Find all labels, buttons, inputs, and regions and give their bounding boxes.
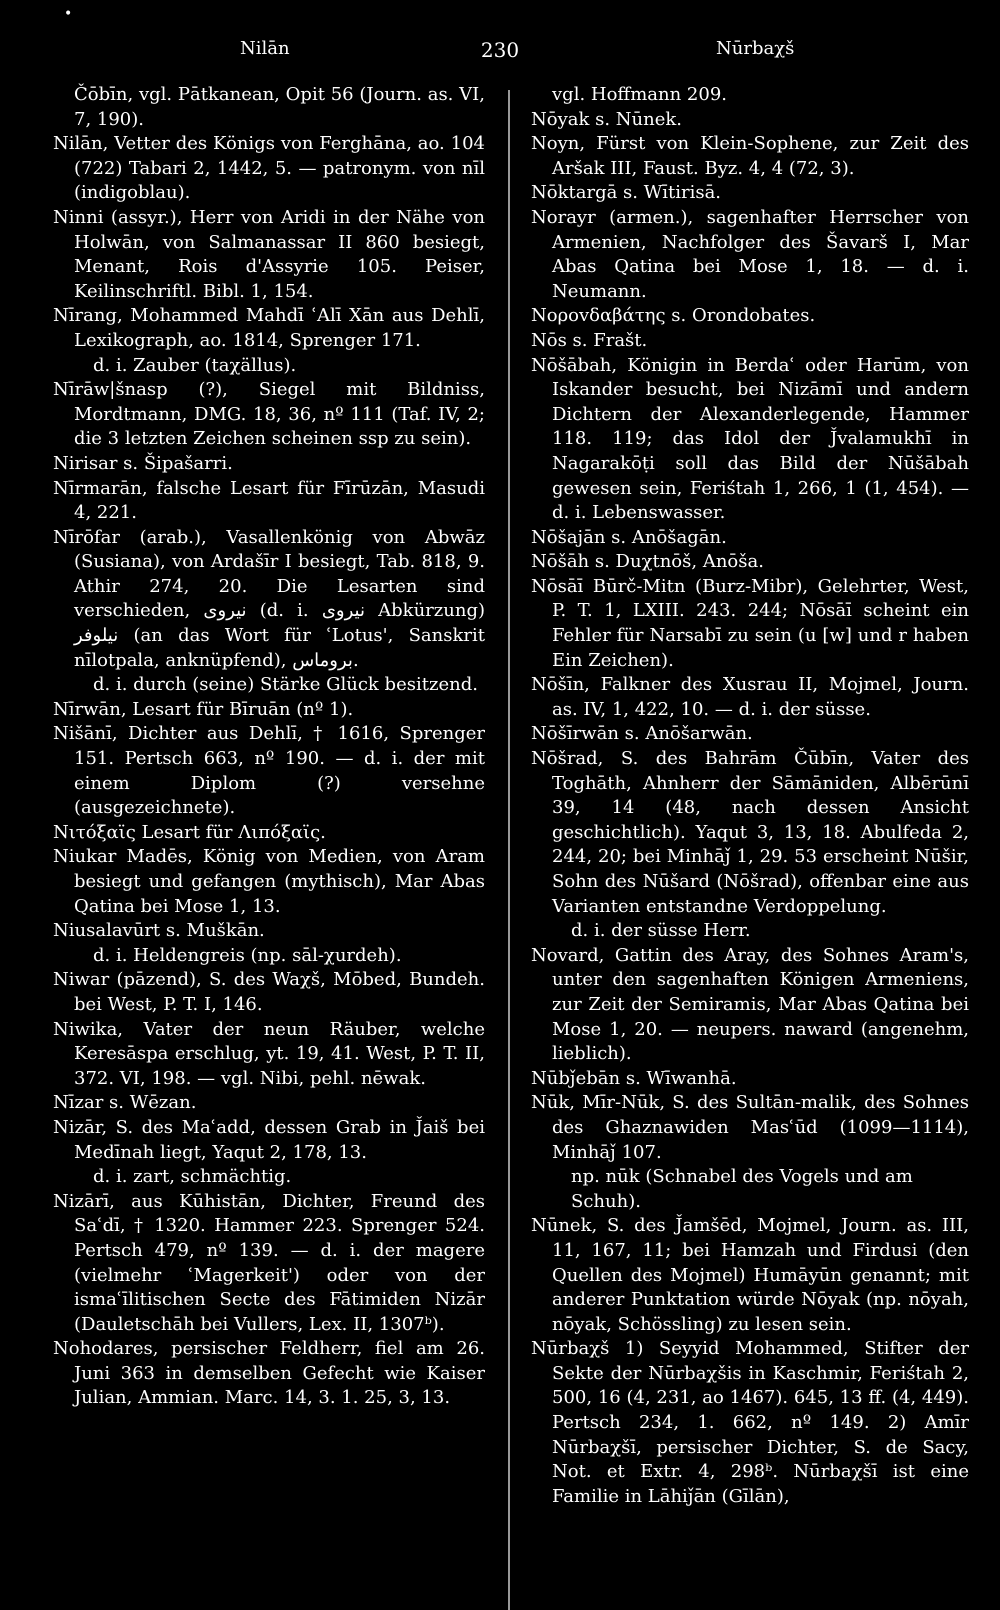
column-divider [508, 90, 510, 1610]
entry-continuation: vgl. Hoffmann 209. [552, 84, 727, 105]
dictionary-entry: Nōšrad, S. des Bahrām Čūbīn, Vater des Toghāth, Ahnherr der Sāmāniden, Albērūnī 39, 14 (48, nach dessen Ansicht geschichtlich). Yaqut 3, 13, 18. Abulfeda 2, 244, 20; bei Minhāǰ 1, 29. 53 erscheint Nūšir, Sohn des Nūšard (Nōšrad), offenbar eine aus Varianten entstandne Verdoppelung. [531, 748, 969, 917]
entry-gloss: np. nūk (Schnabel des Vogels und am Schuh). [571, 1166, 913, 1212]
entry-gloss: d. i. Zauber (taχällus). [93, 354, 297, 376]
dictionary-entry: Niwar (pāzend), S. des Waχš, Mōbed, Bundeh. bei West, P. T. I, 146. [53, 969, 485, 1015]
running-header [0, 38, 1000, 64]
dictionary-entry: Nōs s. Frašt. [531, 329, 648, 351]
dictionary-entry: Nōšāh s. Duχtnōš, Anōša. [531, 551, 764, 573]
dictionary-entry: Nohodares, persischer Feldherr, fiel am 26. Juni 363 in demselben Gefecht wie Kaiser Julian, Ammian. Marc. 14, 3. 1. 25, 3, 13. [53, 1338, 485, 1409]
dictionary-entry: Noyn, Fürst von Klein-Sophene, zur Zeit des Aršak III, Faust. Byz. 4, 4 (72, 3). [531, 133, 969, 179]
header-left-keyword: Nilān [240, 38, 290, 59]
dictionary-entry: Nīrōfar (arab.), Vasallenkönig von Abwāz (Susiana), von Ardašīr I besiegt, Tab. 818, 9. Athir 274, 20. Die Lesarten sind verschieden, نیروی (d. i. نیروی Abkürzung) نیلوفر (an das Wort für ʿLotus', Sanskrit nīlotpala, anknüpfend), بروماس. [53, 526, 485, 671]
dictionary-entry: Nūrbaχš 1) Seyyid Mohammed, Stifter der Sekte der Nūrbaχšis in Kaschmir, Feriśtah 2, 500, 16 (4, 231, ao 1467). 645, 13 ff. (4, 449). Pertsch 234, 1. 662, nº 149. 2) Amīr Nūrbaχšī, persischer Dichter, S. de Sacy, Not. et Extr. 4, 298ᵇ. Nūrbaχšī ist eine Familie in Lāhiǰān (Gīlān), [531, 1338, 969, 1507]
dictionary-entry: Nōsāī Būrč-Mitn (Burz-Mibr), Gelehrter, West, P. T. 1, LXIII. 243. 244; Nōsāī scheint ein Fehler für Narsabī zu sein (u [w] und r haben Ein Zeichen). [531, 575, 969, 671]
dictionary-entry: Nilān, Vetter des Königs von Ferghāna, ao. 104 (722) Tabari 2, 1442, 5. — patronym. von nīl (indigoblau). [53, 133, 485, 204]
dictionary-entry: Νιτόξαϊς Lesart für Λιπόξαϊς. [53, 821, 326, 843]
dictionary-entry: Nōyak s. Nūnek. [531, 108, 683, 130]
dictionary-entry: Nīrmarān, falsche Lesart für Fīrūzān, Masudi 4, 221. [53, 477, 485, 524]
left-column [53, 83, 485, 1411]
dictionary-entry: Niwika, Vater der neun Räuber, welche Keresāspa erschlug, yt. 19, 41. West, P. T. II, 372. VI, 198. — vgl. Nibi, pehl. nēwak. [53, 1018, 485, 1089]
dictionary-entry: Nizār, S. des Maʿadd, dessen Grab in J̌aiš bei Medīnah liegt, Yaqut 2, 178, 13. [53, 1116, 485, 1163]
dictionary-entry: Nišānī, Dichter aus Dehlī, † 1616, Sprenger 151. Pertsch 663, nº 190. — d. i. der mit einem Diplom (?) versehne (ausgezeichnete). [53, 723, 485, 819]
dictionary-entry: Nūnek, S. des J̌amšēd, Mojmel, Journ. as. III, 11, 167, 11; bei Hamzah und Firdusi (den Quellen des Mojmel) Humāyūn genannt; mit anderer Punktation würde Nōyak (np. nōyah, nōyak, Schössling) zu lesen sein. [531, 1215, 969, 1335]
dictionary-entry: Nīrang, Mohammed Mahdī ʿAlī Xān aus Dehlī, Lexikograph, ao. 1814, Sprenger 171. [53, 305, 485, 351]
dictionary-entry: Nūbǰebān s. Wīwanhā. [531, 1067, 737, 1089]
right-column [531, 83, 969, 1509]
dictionary-entry: Norayr (armen.), sagenhafter Herrscher von Armenien, Nachfolger des Šavarš I, Mar Abas Qatina bei Mose 1, 18. — d. i. Neumann. [531, 206, 969, 302]
dictionary-entry: Nīzar s. Wēzan. [53, 1092, 197, 1114]
header-right-keyword: Nūrbaχš [716, 38, 795, 59]
dictionary-entry: Νοροvδαβάτης s. Orondobates. [531, 305, 816, 327]
dictionary-entry: Nirisar s. Šipašarri. [53, 452, 233, 474]
dictionary-entry: Nūk, Mīr-Nūk, S. des Sultān-malik, des Sohnes des Ghaznawiden Masʿūd (1099—1114), Minhāǰ 107. [531, 1092, 969, 1163]
dictionary-entry: Nōšābah, Königin in Berdaʿ oder Harūm, von Iskander besucht, bei Nizāmī und andern Dichtern der Alexanderlegende, Hammer 118. 119; das Idol der J̌valamukhī in Nagarakōṭi soll das Bild der Nūšābah gewesen sein, Feriśtah 1, 266, 1 (1, 454). — d. i. Lebenswasser. [531, 354, 969, 524]
dictionary-entry: Nīrwān, Lesart für Bīruān (nº 1). [53, 698, 354, 720]
dictionary-entry: Niusalavūrt s. Muškān. [53, 920, 265, 942]
entry-gloss: d. i. der süsse Herr. [571, 920, 751, 942]
dictionary-entry: Nōktargā s. Wītirisā. [531, 182, 722, 204]
entry-continuation: Čōbīn, vgl. Pātkanean, Opit 56 (Journ. as. VI, 7, 190). [74, 84, 485, 130]
print-speck: • [64, 6, 73, 22]
entry-gloss: d. i. durch (seine) Stärke Glück besitzend. [93, 674, 478, 696]
dictionary-entry: Nōšīn, Falkner des Xusrau II, Mojmel, Journ. as. IV, 1, 422, 10. — d. i. der süsse. [531, 674, 969, 720]
entry-gloss: d. i. Heldengreis (np. sāl-χurdeh). [93, 944, 402, 966]
dictionary-entry: Nīrāw|šnasp (?), Siegel mit Bildniss, Mordtmann, DMG. 18, 36, nº 111 (Taf. IV, 2; die 3 letzten Zeichen scheinen ssp zu sein). [53, 379, 485, 450]
dictionary-entry: Ninni (assyr.), Herr von Aridi in der Nähe von Holwān, von Salmanassar II 860 besiegt, Menant, Rois d'Assyrie 105. Peiser, Keilinschriftl. Bibl. 1, 154. [53, 206, 485, 302]
dictionary-entry: Novard, Gattin des Aray, des Sohnes Aram's, unter den sagenhaften Königen Armeniens, zur Zeit der Semiramis, Mar Abas Qatina bei Mose 1, 20. — neupers. naward (angenehm, lieblich). [531, 944, 969, 1065]
dictionary-entry: Nōšajān s. Anōšagān. [531, 526, 727, 548]
dictionary-entry: Niukar Madēs, König von Medien, von Aram besiegt und gefangen (mythisch), Mar Abas Qatina bei Mose 1, 13. [53, 846, 485, 917]
dictionary-entry: Nōšīrwān s. Anōšarwān. [531, 723, 753, 745]
entry-gloss: d. i. zart, schmächtig. [93, 1166, 292, 1188]
dictionary-entry: Nizārī, aus Kūhistān, Dichter, Freund des Saʿdī, † 1320. Hammer 223. Sprenger 524. Pertsch 479, nº 139. — d. i. der magere (vielmehr ʿMagerkeit') oder von der ismaʿīlitischen Secte des Fātimiden Nizār (Dauletschāh bei Vullers, Lex. II, 1307ᵇ). [53, 1190, 485, 1335]
page-number: 230 [480, 38, 520, 62]
